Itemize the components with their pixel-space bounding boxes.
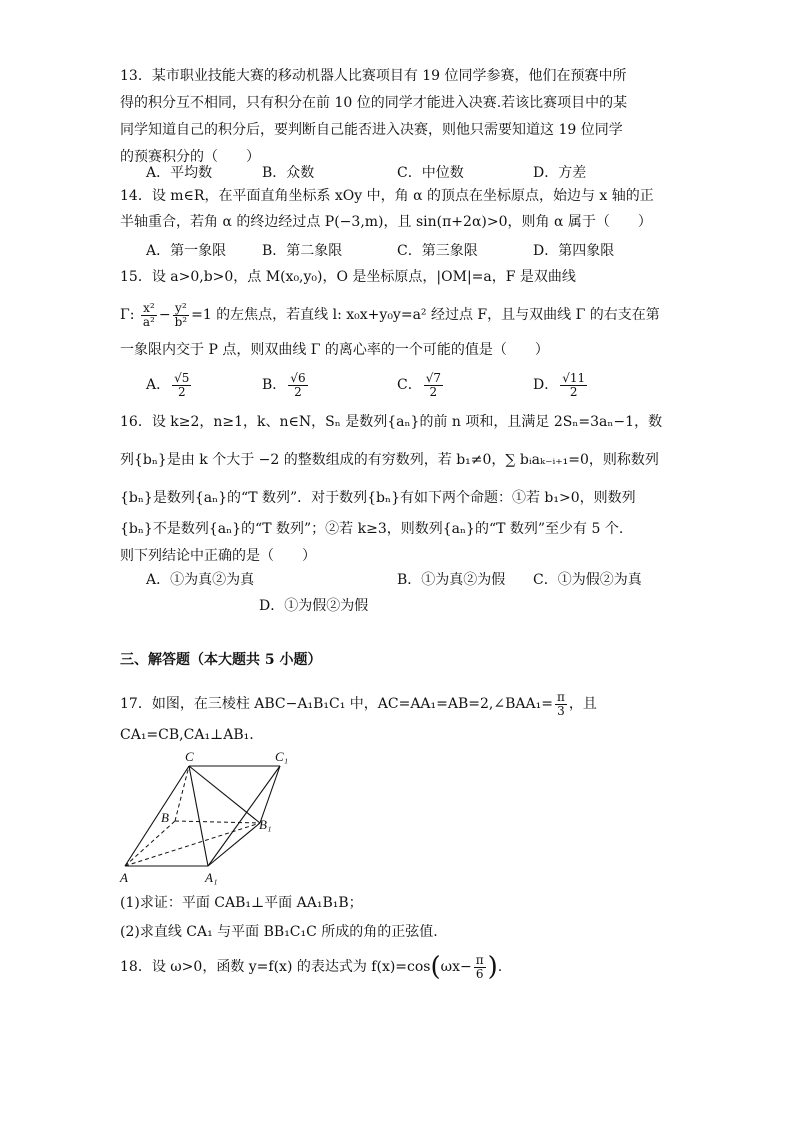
q15-fraction-x bbox=[141, 302, 157, 329]
label-a: A bbox=[120, 870, 128, 885]
q15-fraction-y bbox=[173, 302, 190, 329]
prism-figure bbox=[115, 748, 315, 888]
q15-line-1: 15．设 a>0,b>0，点 M(x₀,y₀)，O 是坐标原点，|OM|=a，F 是双曲线 bbox=[120, 269, 576, 285]
q15-line-3: 一象限内交于 P 点，则双曲线 Γ 的离心率的一个可能的值是（ ） bbox=[120, 342, 549, 358]
q15-option-a-num: √5 bbox=[174, 370, 190, 385]
q15-option-c-den: 2 bbox=[429, 384, 438, 399]
q15-frac-y-den: b² bbox=[174, 314, 188, 329]
q16-option-a: A．①为真②为真 bbox=[146, 572, 255, 588]
q15-option-a bbox=[146, 368, 193, 402]
q15-option-b-den: 2 bbox=[294, 384, 302, 399]
q18-frac-den: 6 bbox=[475, 966, 484, 981]
q17-line-1 bbox=[120, 690, 597, 718]
q17-line-1-tail: ，且 bbox=[568, 696, 597, 712]
q17-fraction bbox=[555, 691, 567, 718]
q16-line-5: 则下列结论中正确的是（ ） bbox=[120, 548, 316, 564]
edge-a1-c1 bbox=[208, 766, 280, 866]
q15-option-d-label: D． bbox=[533, 377, 559, 393]
q17-frac-den: 3 bbox=[557, 703, 565, 718]
q18-line-1 bbox=[120, 950, 502, 984]
label-b: B bbox=[161, 810, 169, 825]
edge-c1-b1 bbox=[260, 766, 280, 823]
q15-line-2 bbox=[120, 300, 660, 330]
q13-line-1: 13．某市职业技能大赛的移动机器人比赛项目有 19 位同学参赛，他们在预赛中所 bbox=[120, 68, 627, 84]
q15-option-b-label: B． bbox=[262, 377, 287, 393]
q15-gamma-label: Γ: bbox=[120, 307, 135, 323]
q16-line-1: 16．设 k≥2，n≥1，k、n∈N，Sₙ 是数列{aₙ}的前 n 项和，且满足 2Sₙ=3aₙ−1，数 bbox=[120, 414, 663, 430]
edge-b-b1 bbox=[175, 821, 260, 823]
q15-option-c bbox=[397, 368, 445, 402]
q13-line-2: 得的积分互不相同，只有积分在前 10 位的同学才能进入决赛.若该比赛项目中的某 bbox=[120, 95, 628, 111]
q18-tail: . bbox=[497, 959, 503, 975]
label-b1: B₁ bbox=[259, 817, 272, 832]
q13-option-b: B．众数 bbox=[262, 165, 315, 181]
q13-option-d: D．方差 bbox=[533, 165, 587, 181]
q17-frac-num: π bbox=[556, 689, 565, 704]
q15-frac-x-den: a² bbox=[142, 314, 155, 329]
q16-line-2: 列{bₙ}是由 k 个大于 −2 的整数组成的有穷数列，若 b₁≠0，∑ bᵢaₖ₋ᵢ₊₁=0，则称数列 bbox=[120, 452, 659, 468]
q15-option-d-den: 2 bbox=[569, 384, 578, 399]
q16-line-3: {bₙ}是数列{aₙ}的“T 数列”．对于数列{bₙ}有如下两个命题：①若 b₁>0，则数列 bbox=[120, 490, 636, 506]
label-a1: A₁ bbox=[205, 870, 218, 885]
q17-line-2: CA₁=CB,CA₁⊥AB₁. bbox=[120, 727, 254, 743]
q16-line-4: {bₙ}不是数列{aₙ}的“T 数列”；②若 k≥3，则数列{aₙ}的“T 数列”至少有 5 个. bbox=[120, 521, 624, 537]
q13-option-a: A．平均数 bbox=[146, 165, 213, 181]
q14-option-a: A．第一象限 bbox=[146, 243, 227, 259]
edge-a-b1 bbox=[125, 823, 260, 866]
section-heading: 三、解答题（本大题共 5 小题） bbox=[120, 652, 322, 668]
edge-c-b1 bbox=[189, 766, 260, 823]
q15-minus: − bbox=[158, 307, 171, 323]
q18-text: 18．设 ω>0，函数 y=f(x) 的表达式为 f(x)=cos bbox=[120, 959, 431, 975]
q18-right-paren: ) bbox=[487, 952, 498, 982]
q14-option-d: D．第四象限 bbox=[533, 243, 615, 259]
q15-option-d-frac bbox=[560, 372, 587, 399]
q13-line-4: 的预赛积分的（ ） bbox=[120, 149, 260, 165]
q16-option-b: B．①为真②为假 bbox=[397, 572, 506, 588]
q15-option-a-den: 2 bbox=[177, 384, 186, 399]
q15-option-a-label: A． bbox=[146, 377, 171, 393]
label-c: C bbox=[185, 749, 194, 764]
q15-option-c-num: √7 bbox=[425, 370, 441, 385]
q18-frac-num: π bbox=[475, 952, 484, 967]
q15-option-d bbox=[533, 368, 589, 402]
q15-option-b bbox=[262, 368, 310, 402]
q14-line-1: 14．设 m∈R，在平面直角坐标系 xOy 中，角 α 的顶点在坐标原点，始边与 x 轴的正 bbox=[120, 188, 654, 204]
q15-frac-x-num: x² bbox=[141, 302, 157, 316]
q16-option-c: C．①为假②为真 bbox=[533, 572, 642, 588]
q18-fraction bbox=[474, 954, 486, 981]
q14-option-c: C．第三象限 bbox=[397, 243, 478, 259]
q15-frac-y-num: y² bbox=[173, 302, 190, 316]
q15-option-c-frac bbox=[424, 372, 443, 399]
edge-b-c bbox=[175, 766, 189, 821]
q17-line-1-text: 17．如图，在三棱柱 ABC−A₁B₁C₁ 中，AC=AA₁=AB=2,∠BAA₁= bbox=[120, 696, 553, 712]
q18-inner: ωx− bbox=[440, 959, 472, 975]
edge-a-c bbox=[125, 766, 189, 866]
q17-part-2: (2)求直线 CA₁ 与平面 BB₁C₁C 所成的角的正弦值. bbox=[120, 924, 438, 940]
q14-line-2: 半轴重合，若角 α 的终边经过点 P(−3,m)，且 sin(π+2α)>0，则角 α 属于（ ） bbox=[120, 214, 652, 230]
q14-option-b: B．第二象限 bbox=[262, 243, 343, 259]
label-c1: C₁ bbox=[275, 749, 289, 764]
edge-c-a1 bbox=[189, 766, 208, 866]
q17-part-1: (1)求证：平面 CAB₁⊥平面 AA₁B₁B； bbox=[120, 895, 363, 911]
q15-option-b-num: √6 bbox=[290, 370, 306, 385]
q16-option-d: D．①为假②为假 bbox=[259, 598, 369, 614]
q13-line-3: 同学知道自己的积分后，要判断自己能否进入决赛，则他只需要知道这 19 位同学 bbox=[120, 122, 623, 138]
q15-option-d-num: √11 bbox=[562, 370, 586, 385]
q18-left-paren: ( bbox=[430, 952, 441, 982]
q15-option-c-label: C． bbox=[397, 377, 422, 393]
q13-option-c: C．中位数 bbox=[397, 165, 464, 181]
q15-line-2-text: =1 的左焦点，若直线 l: x₀x+y₀y=a² 经过点 F，且与双曲线 Γ 的右支在第 bbox=[191, 307, 660, 323]
q15-option-a-frac bbox=[172, 372, 191, 399]
q15-option-b-frac bbox=[288, 372, 307, 399]
